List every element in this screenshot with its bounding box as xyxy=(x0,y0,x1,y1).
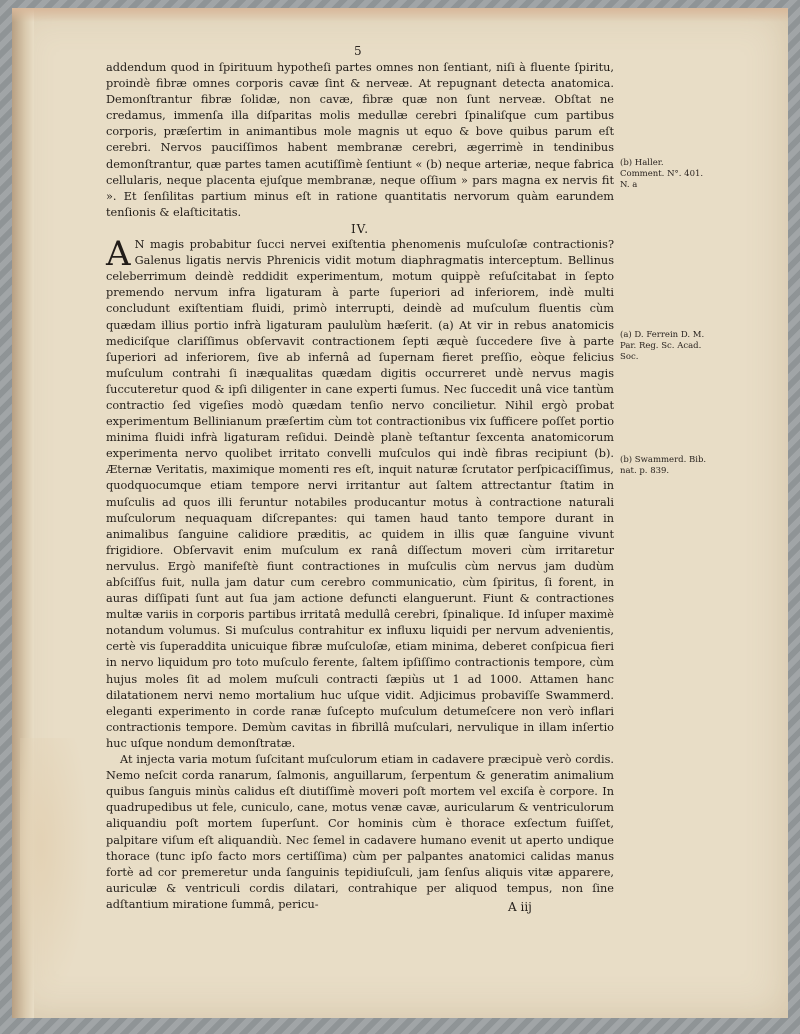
marginal-note-ferrein: (a) D. Ferrein D. M. Par. Reg. Sc. Acad. Soc. xyxy=(620,330,705,362)
drop-cap: A xyxy=(106,234,131,275)
water-stain xyxy=(20,738,90,1008)
top-edge-stain xyxy=(12,8,788,22)
catchword-signature: A iij xyxy=(508,900,532,914)
body-text xyxy=(106,60,614,913)
paragraph-1: addendum quod in ſpirituum hypotheſi partes omnes non ſentiant, niſi à fluente ſpiritu, proindè fibræ omnes corporis cavæ ſint & nerveæ. At repugnant detecta anatomica. Demonſtrantur fibræ ſolidæ, non cavæ, fibræ quæ non ſunt nerveæ. Obſtat ne credamus, immenſa illa diſparitas molis medullæ cerebri ſpinaliſque cum partibus corporis, præſertim in animantibus mole magnis ut equo & bove quibus parum eſt cerebri. Nervos pauciſſimos habent membranæ cerebri, ægerrimè in tendinibus demonſtrantur, quæ partes tamen acutiſſimè ſentiunt « (b) neque arteriæ, neque fabrica cellularis, neque placenta ejuſque membranæ, neque oſſium » pars magna ex nervis fit ». Et ſenſilitas partium minus eſt in ratione quantitatis nervorum quàm earundem tenſionis & elaſticitatis. xyxy=(106,61,614,219)
marginal-note-swammerdam: (b) Swammerd. Bib. nat. p. 839. xyxy=(620,455,707,476)
paragraph-3: At injecta varia motum ſuſcitant muſculorum etiam in cadavere præcipuè verò cordis. Nemo neſcit corda ranarum, ſalmonis, anguillarum, ſerpentum & generatim animalium quibus ſanguis minùs calidus eſt diutiſſimè moveri poſt mortem vel exciſa è corpore. In quadrupedibus ut fele, cuniculo, cane, motus venæ cavæ, auricularum & ventriculorum aliquandiu poſt mortem ſuperſunt. Cor hominis cùm è thorace exſectum fuiſſet, palpitare viſum eſt aliquandiù. Nec ſemel in cadavere humano evenit ut aperto undique thorace (tunc ipſo facto mors certiſſima) cùm per palpantes anatomici calidas manus fortè ad cor premeretur unda ſanguinis tepidiuſculi, jam ſenſus aliquis vitæ apparere, auriculæ & ventriculi cordis dilatari, contrahique per aliquod tempus, non ſine adſtantium miratione ſummâ, pericu- xyxy=(106,753,614,911)
paragraph-2-text: N magis probabitur ſucci nervei exiſtentia phenomenis muſculoſæ contractionis? Galenus ligatis nervis Phrenicis vidit motum diaphragmatis interceptum. Bellinus celeberrimum deindè reddidit experimentum, motum quippè reſuſcitabat in ſepto premendo nervum infra ligaturam à parte ſuperiori ad inferiorem, indè multi concludunt exiſtentiam fluidi, primò interrupti, deindè ad muſculum fluentis cùm quædam illius portio infrà ligaturam paululùm hæſerit. (a) At vir in rebus anatomicis mediciſque clariſſimus obſervavit contractionem ſepti æquè ſuccedere ſive à parte ſuperiori ad inferiorem, ſive ab infernâ ad ſupernam fieret preſſio, eòque felicius muſculum contrahi ſi inæqualitas quædam digitis occurreret undè nervus magis ſuccuteretur quod & ipſi diligenter in cane experti ſumus. Nec ſuccedit unâ vice tantùm contractio ſed vigeſies modò quædam tenſio nervo concilietur. Nihil ergò probat experimentum Bellinianum præſertim cùm tot contractionibus vix ſufficere poſſet portio minima fluidi infrà ligaturam reſidui. Deindè planè teſtantur ſexcenta anatomicorum experimenta nervo quolibet irritato convelli muſculos qui indè fibras recipiunt (b). Æternæ Veritatis, maximique momenti res eſt, inquit naturæ ſcrutator perſpicaciſſimus, quodquocumque etiam tempore nervi irritantur aut ſaltem attrectantur ſtatim in muſculis ad quos illi feruntur notabiles producantur motus à contractione naturali muſculorum nequaquam diſcrepantes: qui tamen haud tanto tempore durant in animalibus ſanguine calidiore præditis, ac quidem in illis quæ ſanguine vivunt frigidiore. Obſervavit enim muſculum ex ranâ diſſectum moveri cùm irritaretur nervulus. Ergò manifeſtè fiunt contractiones in muſculis cùm nervus jam dudùm abſciſſus fuit, nulla jam datur cum cerebro communicatio, cùm ſpiritus, ſi forent, in auras diſſipati ſunt aut ſua jam actione defuncti elanguerunt. Fiunt & contractiones multæ variis in corporis partibus irritatâ medullâ cerebri, ſpinalique. Id inſuper maximè notandum volumus. Si muſculus contrahitur ex influxu liquidi per nervum advenientis, certè vis ſuperaddita unicuique fibræ muſculoſæ, etiam minima, deberet conſpicua fieri in nervo liquidum pro toto muſculo ferente, ſaltem ipſiſſimo contractionis tempore, cùm hujus moles ſit ad molem muſculi contracti ſæpiùs ut 1 ad 1000. Attamen hanc dilatationem nervi nemo mortalium huc uſque vidit. Adjicimus probaviſſe Swammerd. eleganti experimento in corde ranæ ſuſcepto muſculum detumeſcere non verò inflari contractionis tempore. Demùm cavitas in fibrillâ muſculari, nervulique in illam inſertio huc uſque nondum demonſtratæ. xyxy=(106,238,614,750)
paragraph-2 xyxy=(106,234,614,752)
marginal-note-haller: (b) Haller. Comment. N°. 401. N. a xyxy=(620,158,704,190)
section-heading: IV. xyxy=(350,221,370,236)
page-number: 5 xyxy=(354,44,362,58)
